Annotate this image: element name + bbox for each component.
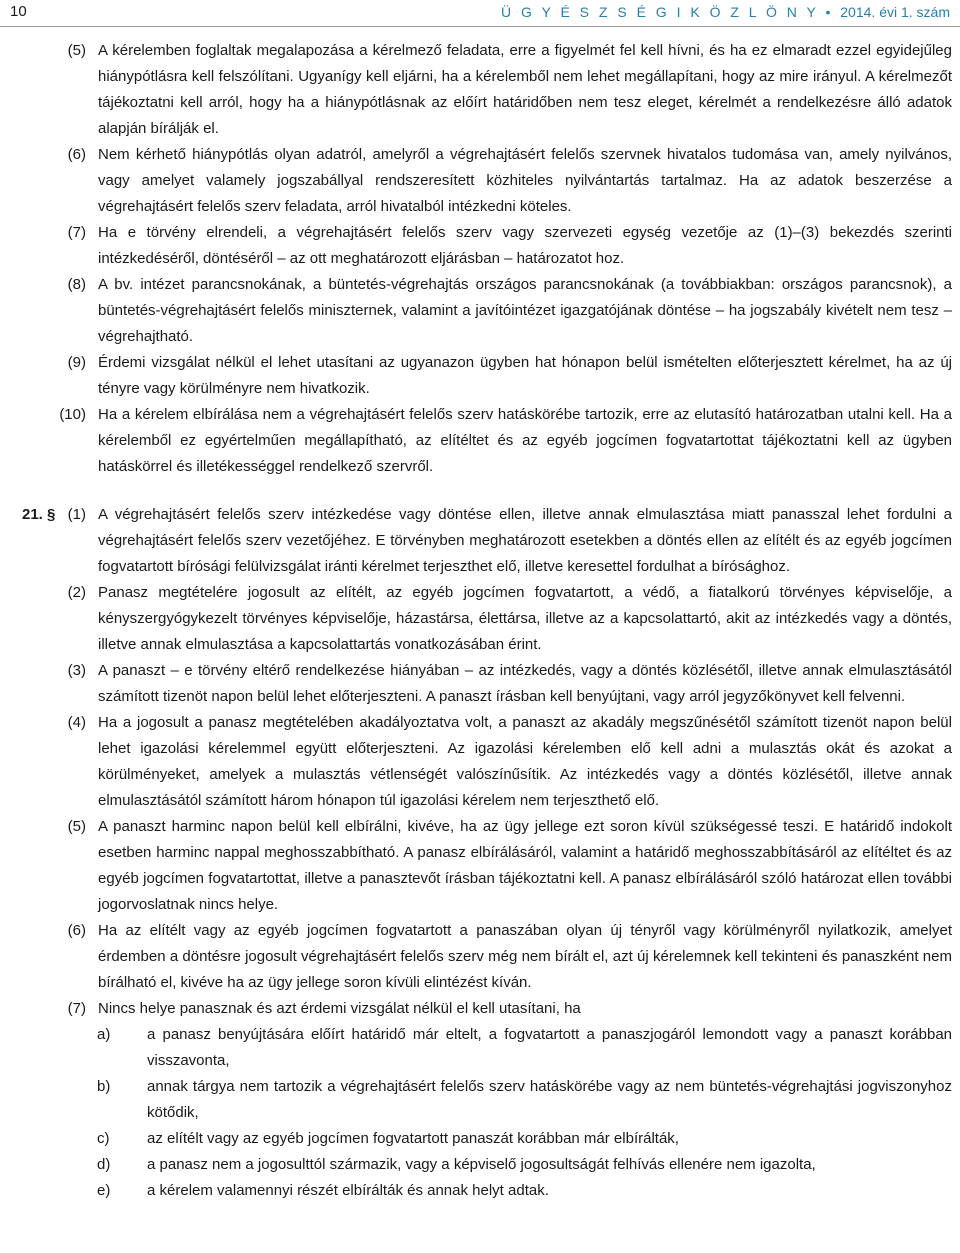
paragraph-text: Ha a jogosult a panasz megtételében akadályoztatva volt, a panaszt az akadály megszűnésétől számított tizenöt napon belül lehet igazolási kérelemmel együtt előterjeszteni. Az igazolási kérelemben elő kell adni a mulasztás okát és azokat a körülményeket, amelyek a mulasztás vétlenségét valószínűsítik. Az intézkedés vagy a döntés közlésétől, illetve annak elmulasztásától számított három hónapon túl igazolási kérelem nem terjeszthető elő. — [98, 714, 952, 809]
paragraph — [0, 220, 960, 272]
list-item — [0, 1022, 960, 1074]
page-number: 10 — [10, 3, 27, 20]
issue-date: 2014. évi 1. szám — [840, 4, 950, 20]
list-item — [0, 1126, 960, 1152]
paragraph — [0, 918, 960, 996]
paragraph-number: (7) — [67, 1000, 86, 1017]
item-letter: c) — [97, 1130, 110, 1147]
section-number: 21. § — [22, 506, 56, 523]
paragraph — [0, 272, 960, 350]
paragraph-text: Panasz megtételére jogosult az elítélt, az egyéb jogcímen fogvatartott, a védő, a fiatalkorú törvényes képviselője, a kényszergyógykezelt törvényes képviselője, házastársa, élettársa, illetve az a kapcsolattartó, akit az intézkedés vagy a döntés, illetve annak elmulasztása a kapcsolattartás vonatkozásában érint. — [98, 584, 952, 653]
paragraph — [0, 142, 960, 220]
document-body — [0, 38, 960, 1204]
item-letter: b) — [97, 1078, 111, 1095]
item-letter: a) — [97, 1026, 111, 1043]
header-rule — [0, 26, 960, 27]
item-text: a kérelem valamennyi részét elbírálták és annak helyt adtak. — [147, 1182, 549, 1199]
list-item — [0, 1178, 960, 1204]
paragraph-text: A végrehajtásért felelős szerv intézkedése vagy döntése ellen, illetve annak elmulasztása miatt panasszal lehet fordulni a végrehajtásért felelős szerv vezetőjéhez. E törvényben meghatározott esetekben a döntés ellen az elítélt és az egyéb jogcímen fogvatartott bírósági felülvizsgálat iránti kérelmet terjeszthet elő, illetve keresettel fordulhat a bírósághoz. — [98, 506, 952, 575]
page-header — [0, 0, 960, 28]
paragraph-number: (6) — [67, 922, 86, 939]
paragraph-text: Ha az elítélt vagy az egyéb jogcímen fogvatartott a panaszában olyan új tényről vagy körülményről nyilatkozik, amelyet érdemben a döntésre jogosult végrehajtásért felelős szerv még nem bírált el, azt új kérelemnek kell tekinteni és panaszként nem bírálható el, kivéve ha az ügy jellege soron kívüli elintézést kíván. — [98, 922, 952, 991]
list-item — [0, 1074, 960, 1126]
paragraph-number: (3) — [67, 662, 86, 679]
paragraph-text: A bv. intézet parancsnokának, a büntetés-végrehajtás országos parancsnokának (a továbbiakban: országos parancsnok), a büntetés-végrehajtásért felelős miniszternek, valamint a javítóintézet igazgatójának döntése – ha jogszabály kivételt nem tesz – végrehajtható. — [98, 276, 952, 345]
item-letter: e) — [97, 1182, 111, 1199]
paragraph — [0, 350, 960, 402]
paragraph-number: (5) — [67, 818, 86, 835]
paragraph — [0, 38, 960, 142]
paragraph-text: A kérelemben foglaltak megalapozása a kérelmező feladata, erre a figyelmét fel kell hívni, és ha ez elmaradt ezzel egyidejűleg hiánypótlásra kell felszólítani. Ugyanígy kell eljárni, ha a kérelemből nem lehet megállapítani, hogy az mire irányul. A kérelmezőt tájékoztatni kell arról, hogy ha a hiánypótlásnak az előírt határidőben nem tesz eleget, kérelmét a rendelkezésre álló adatok alapján bírálják el. — [98, 42, 952, 137]
item-text: az elítélt vagy az egyéb jogcímen fogvatartott panaszát korábban már elbírálták, — [147, 1130, 679, 1147]
paragraph — [0, 580, 960, 658]
item-letter: d) — [97, 1156, 111, 1173]
paragraph-number: (4) — [67, 714, 86, 731]
journal-title: Ü G Y É S Z S É G I K Ö Z L Ö N Y — [500, 4, 819, 20]
paragraph-number: (7) — [67, 224, 86, 241]
item-text: annak tárgya nem tartozik a végrehajtásért felelős szerv hatáskörébe vagy az nem büntetés-végrehajtási jogviszonyhoz kötődik, — [147, 1078, 952, 1121]
paragraph — [0, 814, 960, 918]
paragraph-number: (8) — [67, 276, 86, 293]
paragraph-text: A panaszt harminc napon belül kell elbírálni, kivéve, ha az ügy jellege ezt soron kívül szükségessé teszi. E határidő indokolt esetben harminc nappal meghosszabbítható. A panasz elbírálásáról, valamint a határidő meghosszabbításáról az elítéltet és az egyéb jogcímen fogvatartottat, illetve a panasztevőt írásban tájékoztatni kell. A panasz elbírálásáról szóló határozat ellen további jogorvoslatnak nincs helye. — [98, 818, 952, 913]
paragraph — [0, 402, 960, 480]
paragraph-number: (1) — [67, 506, 86, 523]
paragraph-text: Ha e törvény elrendeli, a végrehajtásért felelős szerv vagy szervezeti egység vezetője az (1)–(3) bekezdés szerinti intézkedéséről, döntéséről – az ott meghatározott eljárásban – határozatot hoz. — [98, 224, 952, 267]
paragraph-number: (6) — [67, 146, 86, 163]
paragraph-text: A panaszt – e törvény eltérő rendelkezése hiányában – az intézkedés, vagy a döntés közlésétől, illetve annak elmulasztásától számított tizenöt napon belül lehet előterjeszteni. A panaszt írásban kell benyújtani, vagy arról jegyzőkönyvet kell felvenni. — [98, 662, 952, 705]
list-item — [0, 1152, 960, 1178]
paragraph — [0, 710, 960, 814]
paragraph-number: (10) — [59, 406, 86, 423]
item-text: a panasz benyújtására előírt határidő már eltelt, a fogvatartott a panaszjogáról lemondott vagy a panaszt korábban visszavonta, — [147, 1026, 952, 1069]
header-separator: • — [825, 4, 834, 20]
paragraph-text: Ha a kérelem elbírálása nem a végrehajtásért felelős szerv hatáskörébe tartozik, erre az elutasító határozatban utalni kell. Ha a kérelemből ez egyértelműen megállapítható, az elítéltet és az egyéb jogcímen fogvatartottat tájékoztatni kell az ügyben hatáskörrel és illetékességgel rendelkező szervről. — [98, 406, 952, 475]
paragraph-number: (9) — [67, 354, 86, 371]
paragraph-text: Érdemi vizsgálat nélkül el lehet utasítani az ugyanazon ügyben hat hónapon belül ismételten előterjesztett kérelmet, ha az új tényre vagy körülményre nem hivatkozik. — [98, 354, 952, 397]
paragraph-text: Nincs helye panasznak és azt érdemi vizsgálat nélkül el kell utasítani, ha — [98, 1000, 581, 1017]
running-head — [501, 0, 950, 24]
paragraph-number: (2) — [67, 584, 86, 601]
paragraph — [0, 502, 960, 580]
paragraph-number: (5) — [67, 42, 86, 59]
paragraph — [0, 996, 960, 1022]
paragraph — [0, 658, 960, 710]
paragraph-text: Nem kérhető hiánypótlás olyan adatról, amelyről a végrehajtásért felelős szervnek hivatalos tudomása van, amely nyilvános, vagy amelyet valamely jogszabállyal rendszeresített közhiteles nyilvántartás tartalmaz. Ha az adatok beszerzése a végrehajtásért felelős szerv feladata, arról hivatalból intézkedni köteles. — [98, 146, 952, 215]
section-21 — [0, 502, 960, 1204]
item-text: a panasz nem a jogosulttól származik, vagy a képviselő jogosultságát felhívás ellenére nem igazolta, — [147, 1156, 816, 1173]
